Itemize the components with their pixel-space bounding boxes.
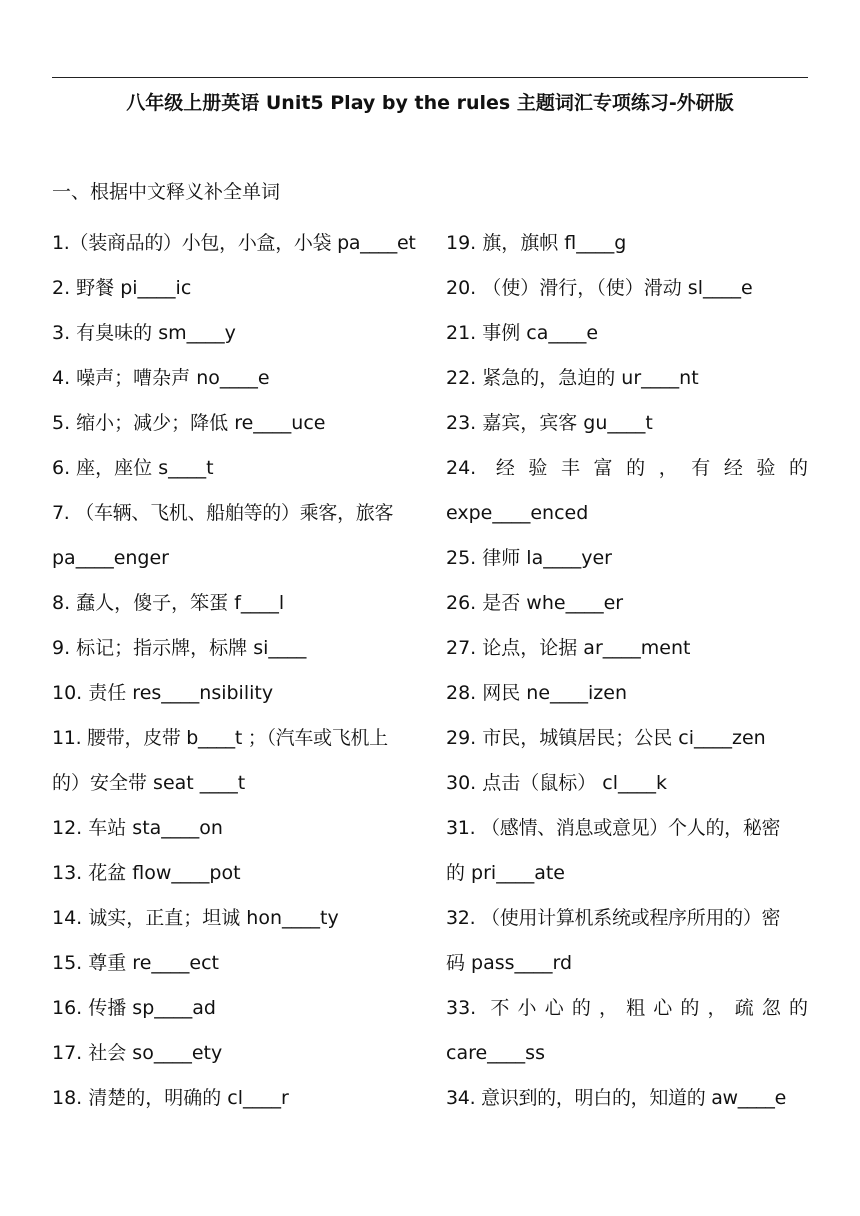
exercise-line: 21. 事例 ca____e <box>446 322 599 344</box>
exercise-line: 17. 社会 so____ety <box>52 1042 223 1064</box>
exercise-line: 31. （感情、消息或意见）个人的，秘密 <box>446 817 781 839</box>
exercise-line: 19. 旗，旗帜 fl____g <box>446 232 627 254</box>
exercise-line: 34. 意识到的，明白的，知道的 aw____e <box>446 1087 786 1109</box>
right-exercise-column <box>446 221 808 1121</box>
section-heading: 一、根据中文释义补全单词 <box>52 181 281 203</box>
exercise-line: 的 pri____ate <box>446 862 565 884</box>
exercise-line: 14. 诚实，正直；坦诚 hon____ty <box>52 907 339 929</box>
exercise-line: 20. （使）滑行，（使）滑动 sl____e <box>446 277 753 299</box>
exercise-line: care____ss <box>446 1042 545 1064</box>
exercise-line: 23. 嘉宾，宾客 gu____t <box>446 412 653 434</box>
exercise-line: 5. 缩小；减少；降低 re____uce <box>52 412 326 434</box>
exercise-line: 15. 尊重 re____ect <box>52 952 219 974</box>
exercise-line: 16. 传播 sp____ad <box>52 997 216 1019</box>
exercise-line: expe____enced <box>446 502 589 524</box>
document-title: 八年级上册英语 Unit5 Play by the rules 主题词汇专项练习-外研版 <box>126 92 734 114</box>
exercise-line: 13. 花盆 flow____pot <box>52 862 241 884</box>
exercise-line: 25. 律师 la____yer <box>446 547 612 569</box>
exercise-line: 24. 经验丰富的，有经验的 <box>446 457 808 479</box>
exercise-line: 28. 网民 ne____izen <box>446 682 628 704</box>
exercise-line: 8. 蠢人，傻子，笨蛋 f____l <box>52 592 285 614</box>
exercise-line: 18. 清楚的，明确的 cl____r <box>52 1087 289 1109</box>
exercise-line: 12. 车站 sta____on <box>52 817 223 839</box>
exercise-line: 26. 是否 whe____er <box>446 592 624 614</box>
exercise-line: 11. 腰带，皮带 b____t ；（汽车或飞机上 <box>52 727 388 749</box>
exercise-line: 22. 紧急的，急迫的 ur____nt <box>446 367 699 389</box>
exercise-line: 码 pass____rd <box>446 952 573 974</box>
exercise-line: pa____enger <box>52 547 169 569</box>
exercise-line: 3. 有臭味的 sm____y <box>52 322 236 344</box>
exercise-line: 29. 市民，城镇居民；公民 ci____zen <box>446 727 766 749</box>
exercise-line: 6. 座，座位 s____t <box>52 457 214 479</box>
exercise-line: 4. 噪声；嘈杂声 no____e <box>52 367 270 389</box>
exercise-line: 的）安全带 seat ____t <box>52 772 246 794</box>
exercise-line: 33. 不小心的，粗心的，疏忽的 <box>446 997 808 1019</box>
exercise-line: 27. 论点，论据 ar____ment <box>446 637 691 659</box>
left-exercise-column <box>52 221 417 1121</box>
exercise-line: 32. （使用计算机系统或程序所用的）密 <box>446 907 781 929</box>
exercise-line: 2. 野餐 pi____ic <box>52 277 192 299</box>
header-divider <box>52 77 808 78</box>
exercise-line: 9. 标记；指示牌，标牌 si____ <box>52 637 307 659</box>
exercise-line: 30. 点击（鼠标） cl____k <box>446 772 668 794</box>
exercise-line: 10. 责任 res____nsibility <box>52 682 274 704</box>
exercise-line: 1.（装商品的）小包，小盒，小袋 pa____et <box>52 232 416 254</box>
exercise-line: 7. （车辆、飞机、船舶等的）乘客，旅客 <box>52 502 394 524</box>
